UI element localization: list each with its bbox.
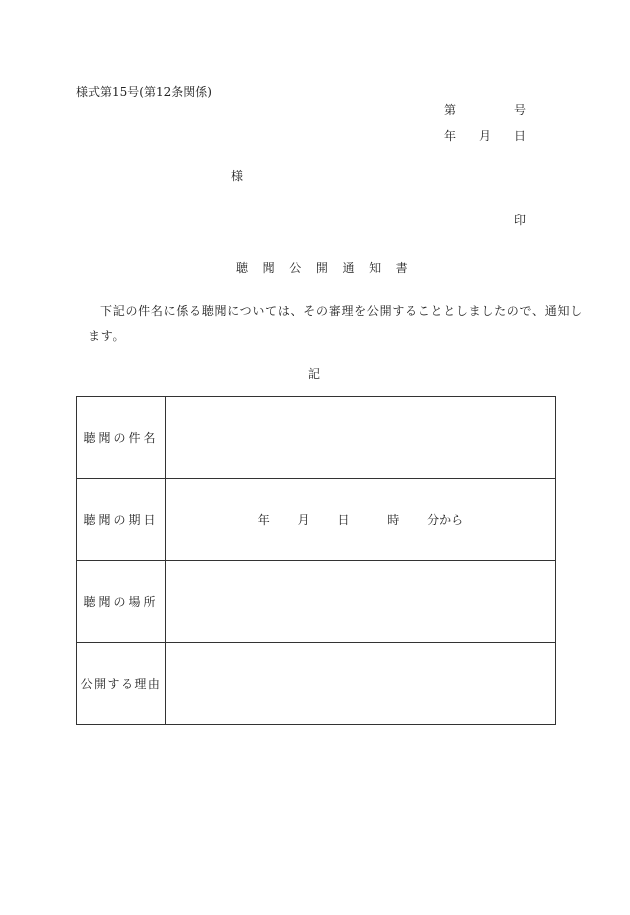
- datetime-day: 日: [337, 513, 350, 527]
- doc-number-prefix: 第: [444, 103, 457, 117]
- row-label-hearing-date: 聴聞の期日: [77, 479, 166, 561]
- body-text-line-1: 下記の件名に係る聴聞については、その審理を公開することとしましたので、通知し: [100, 304, 583, 318]
- body-text-line-2: ます。: [88, 329, 126, 343]
- date-month-label: 月: [479, 129, 492, 143]
- seal-mark: 印: [514, 213, 527, 227]
- table-row: [77, 479, 556, 561]
- row-label-public-reason: 公開する理由: [77, 643, 166, 725]
- datetime-month: 月: [297, 513, 310, 527]
- hearing-date-field[interactable]: [166, 479, 556, 561]
- datetime-hour: 時: [387, 513, 400, 527]
- hearing-place-field[interactable]: [166, 561, 556, 643]
- datetime-minute: 分から: [427, 513, 464, 527]
- date-year-label: 年: [444, 129, 457, 143]
- datetime-year: 年: [257, 513, 270, 527]
- form-number: 様式第15号(第12条関係): [76, 85, 212, 99]
- row-label-case-name: 聴聞の件名: [77, 397, 166, 479]
- row-label-hearing-place: 聴聞の場所: [77, 561, 166, 643]
- hearing-datetime-line: [166, 511, 555, 528]
- table-row: [77, 397, 556, 479]
- date-day-label: 日: [514, 129, 527, 143]
- document-title: 聴 聞 公 開 通 知 書: [236, 261, 414, 275]
- doc-number-suffix: 号: [514, 103, 527, 117]
- public-reason-field[interactable]: [166, 643, 556, 725]
- case-name-field[interactable]: [166, 397, 556, 479]
- addressee-suffix: 様: [231, 169, 244, 183]
- table-row: [77, 643, 556, 725]
- notice-details-table: [76, 396, 556, 725]
- ki-heading: 記: [308, 367, 321, 381]
- table-row: [77, 561, 556, 643]
